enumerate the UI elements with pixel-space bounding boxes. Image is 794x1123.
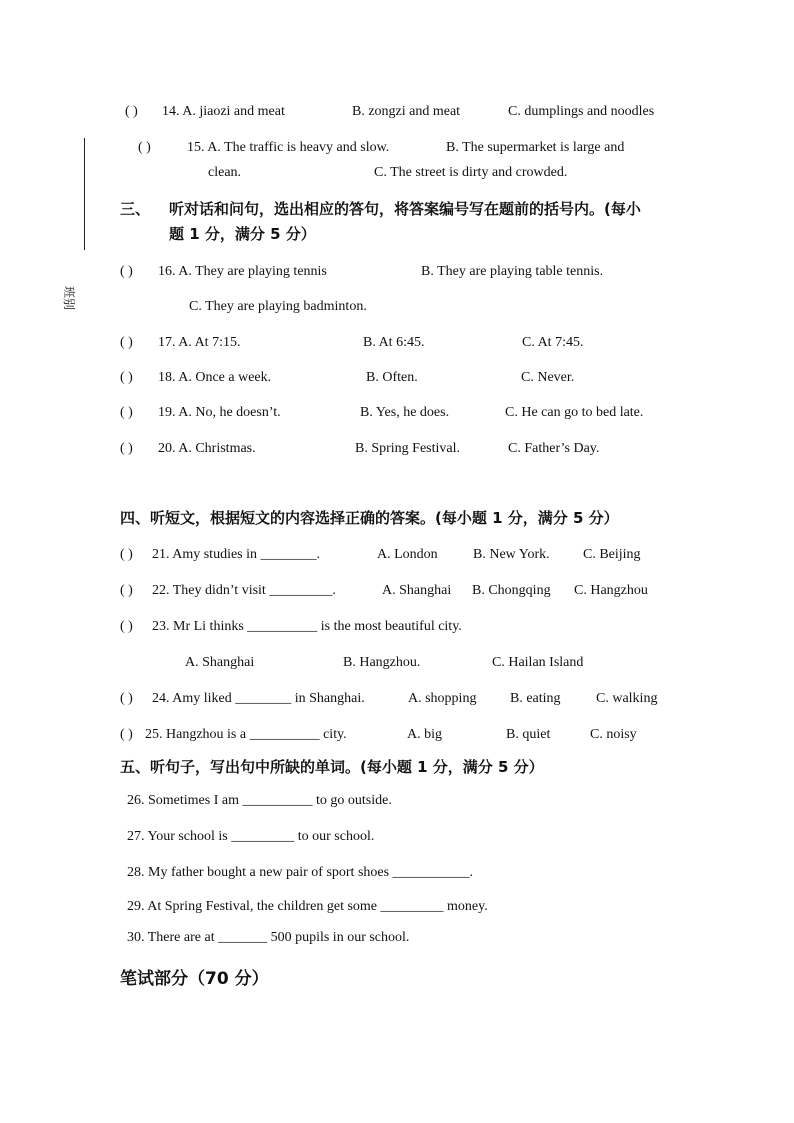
answer-bracket: ( ) — [120, 264, 133, 279]
question-24 — [0, 690, 794, 708]
option-c: C. Father’s Day. — [508, 441, 600, 456]
option-c: C. Never. — [521, 370, 575, 385]
question-stem: 23. Mr Li thinks __________ is the most beautiful city. — [152, 619, 462, 634]
class-label: 班别 — [62, 286, 76, 311]
question-26: 26. Sometimes I am __________ to go outside. — [127, 793, 392, 808]
question-stem: 18. A. Once a week. — [158, 370, 272, 385]
option-b: B. Yes, he does. — [360, 405, 450, 420]
option-b: B. The supermarket is large and — [446, 140, 625, 155]
option-c: C. Hailan Island — [492, 655, 584, 670]
option-c: C. noisy — [590, 727, 637, 742]
option-a: A. Shanghai — [382, 583, 452, 598]
question-15 — [0, 139, 794, 157]
answer-bracket: ( ) — [120, 727, 133, 742]
question-stem: 21. Amy studies in ________. — [152, 547, 321, 562]
question-17 — [0, 334, 794, 352]
question-28: 28. My father bought a new pair of sport shoes ___________. — [127, 865, 474, 880]
option-b: B. They are playing table tennis. — [421, 264, 604, 279]
answer-bracket: ( ) — [120, 441, 133, 456]
question-14 — [0, 103, 794, 121]
option-b: B. Chongqing — [472, 583, 551, 598]
option-b: B. eating — [510, 691, 561, 706]
question-18 — [0, 369, 794, 387]
question-stem: 15. A. The traffic is heavy and slow. — [187, 140, 390, 155]
question-25 — [0, 726, 794, 744]
section-5-heading: 五、听句子，写出句中所缺的单词。(每小题 1 分，满分 5 分） — [120, 758, 544, 776]
answer-bracket: ( ) — [120, 405, 133, 420]
option-c: C. They are playing badminton. — [189, 299, 367, 314]
question-23 — [0, 618, 794, 636]
option-c: C. At 7:45. — [522, 335, 584, 350]
option-b-continued: clean. — [208, 165, 242, 180]
section-3-number: 三、 — [120, 200, 151, 218]
option-c: C. The street is dirty and crowded. — [374, 165, 568, 180]
option-c: C. He can go to bed late. — [505, 405, 644, 420]
question-stem: 19. A. No, he doesn’t. — [158, 405, 281, 420]
question-stem: 25. Hangzhou is a __________ city. — [145, 727, 347, 742]
option-c: C. Beijing — [583, 547, 641, 562]
option-a: A. shopping — [408, 691, 477, 706]
answer-bracket: ( ) — [120, 583, 133, 598]
question-stem: 20. A. Christmas. — [158, 441, 256, 456]
question-stem: 16. A. They are playing tennis — [158, 264, 327, 279]
option-b: B. Hangzhou. — [343, 655, 421, 670]
question-16-continued — [0, 298, 794, 316]
option-b: B. Often. — [366, 370, 418, 385]
question-stem: 17. A. At 7:15. — [158, 335, 241, 350]
answer-bracket: ( ) — [120, 370, 133, 385]
option-b: B. quiet — [506, 727, 551, 742]
answer-bracket: ( ) — [125, 104, 138, 119]
question-stem: 24. Amy liked ________ in Shanghai. — [152, 691, 365, 706]
question-15-continued — [0, 164, 794, 182]
question-19 — [0, 404, 794, 422]
answer-bracket: ( ) — [120, 619, 133, 634]
question-30: 30. There are at _______ 500 pupils in our school. — [127, 930, 410, 945]
option-a: A. London — [377, 547, 438, 562]
question-23-options — [0, 654, 794, 672]
answer-bracket: ( ) — [138, 140, 151, 155]
question-stem: 14. A. jiaozi and meat — [162, 104, 285, 119]
answer-bracket: ( ) — [120, 547, 133, 562]
question-22 — [0, 582, 794, 600]
answer-bracket: ( ) — [120, 691, 133, 706]
section-4-heading: 四、听短文，根据短文的内容选择正确的答案。(每小题 1 分，满分 5 分） — [120, 509, 619, 527]
section-3-instruction-line2: 题 1 分，满分 5 分） — [169, 225, 316, 243]
question-27: 27. Your school is _________ to our school. — [127, 829, 375, 844]
option-a: A. big — [407, 727, 442, 742]
option-c: C. walking — [596, 691, 658, 706]
option-b: B. At 6:45. — [363, 335, 425, 350]
question-29: 29. At Spring Festival, the children get some _________ money. — [127, 899, 488, 914]
question-20 — [0, 440, 794, 458]
section-3-instruction-line1: 听对话和问句，选出相应的答句，将答案编号写在题前的括号内。(每小 — [169, 200, 641, 218]
section-3-heading — [120, 198, 150, 220]
written-section-title: 笔试部分（70 分） — [120, 969, 269, 989]
option-b: B. zongzi and meat — [352, 104, 461, 119]
question-stem: 22. They didn’t visit _________. — [152, 583, 336, 598]
option-c: C. Hangzhou — [574, 583, 648, 598]
option-b: B. New York. — [473, 547, 550, 562]
question-16 — [0, 263, 794, 281]
option-c: C. dumplings and noodles — [508, 104, 655, 119]
option-b: B. Spring Festival. — [355, 441, 461, 456]
option-a: A. Shanghai — [185, 655, 255, 670]
question-21 — [0, 546, 794, 564]
answer-bracket: ( ) — [120, 335, 133, 350]
